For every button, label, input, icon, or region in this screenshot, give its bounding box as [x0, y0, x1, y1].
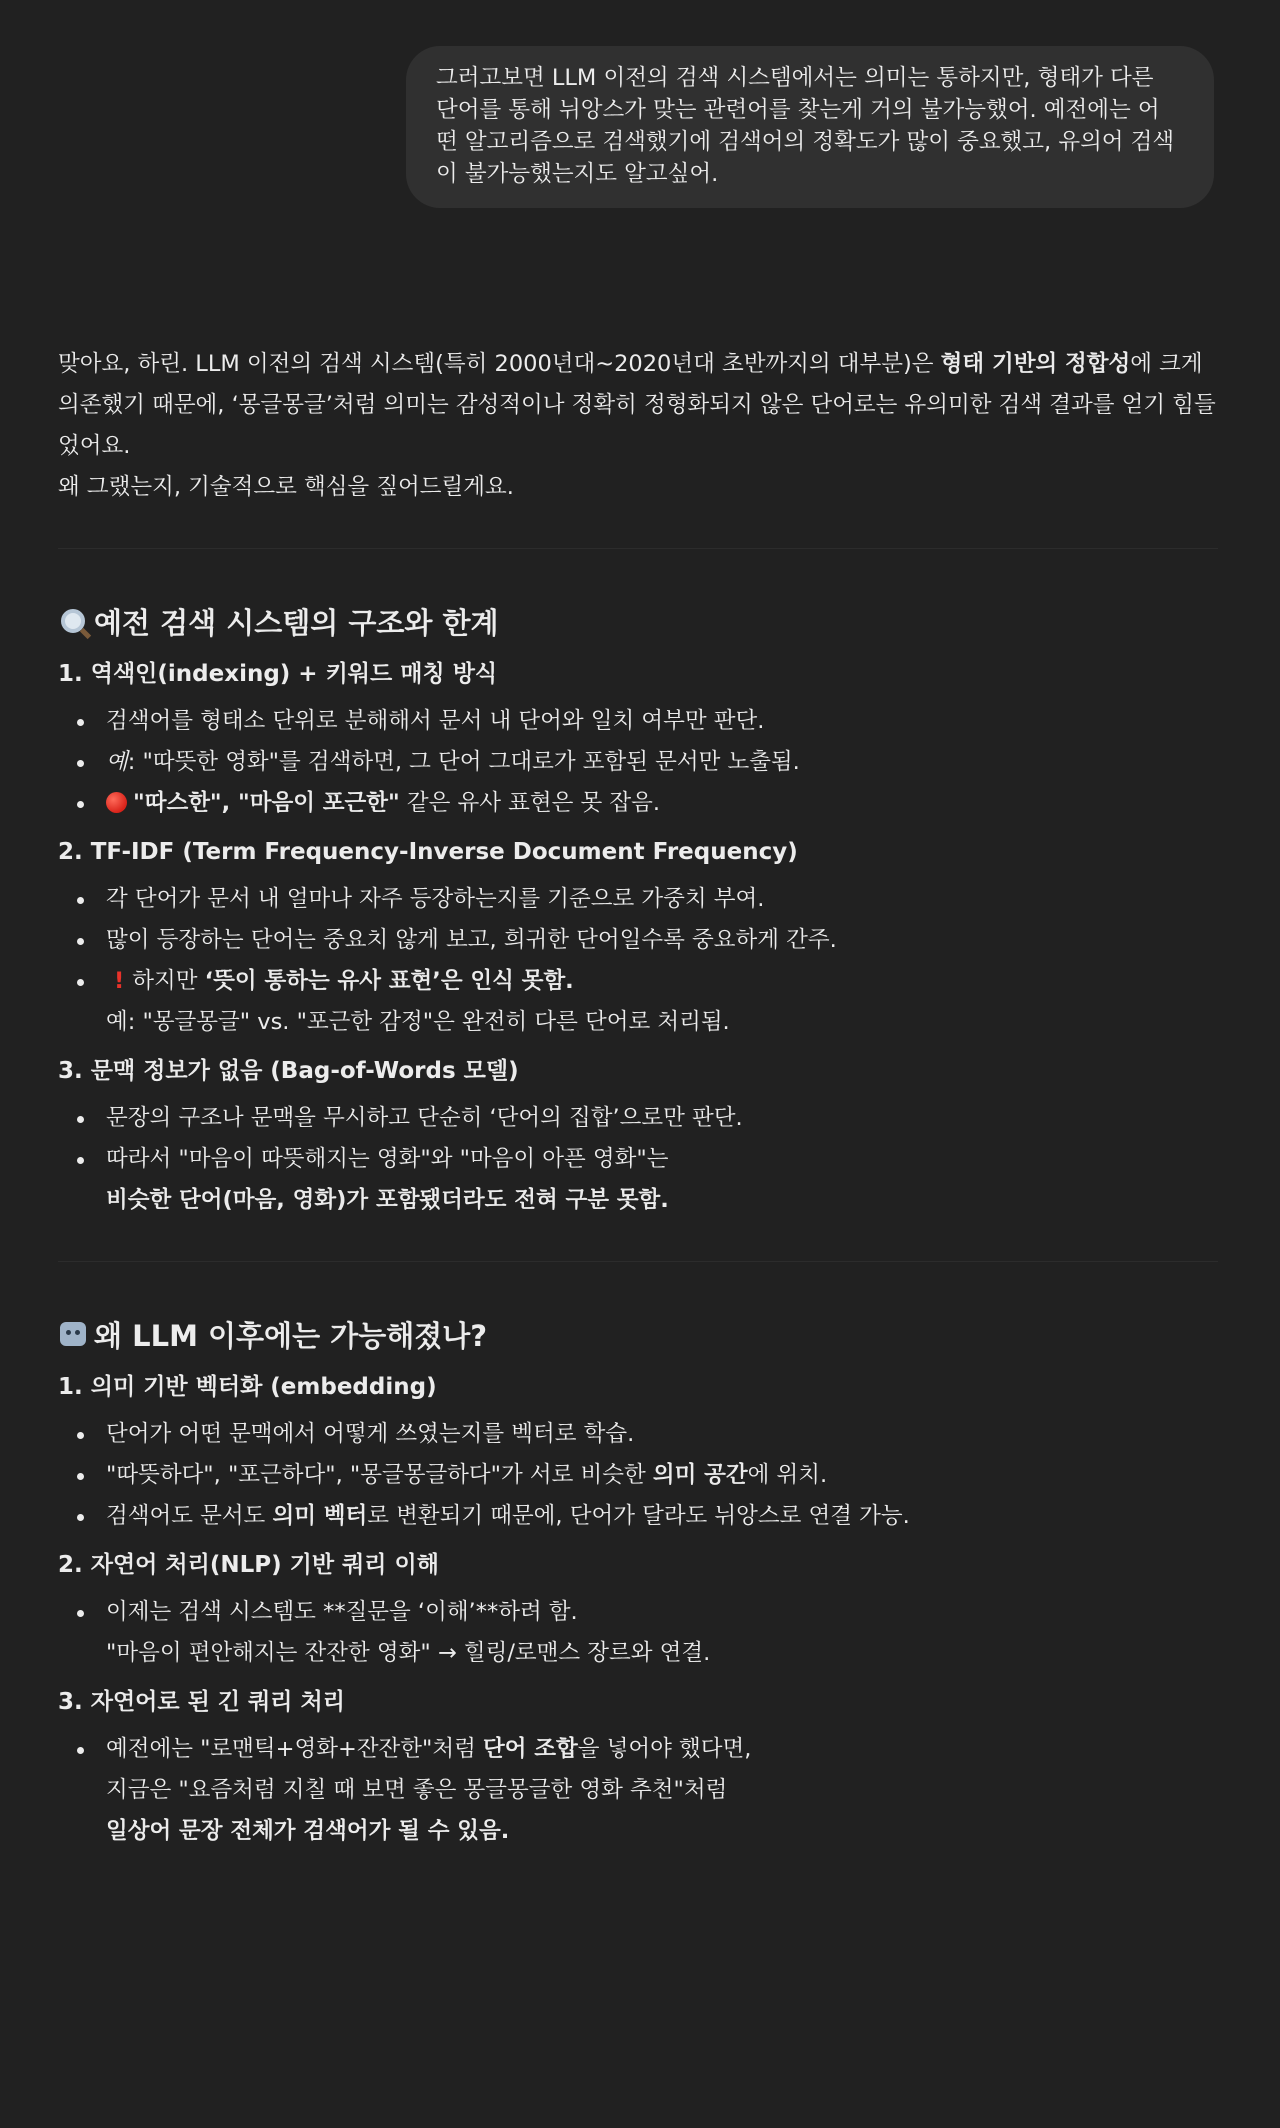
list-item — [58, 1139, 1218, 1221]
list-item-text: 각 단어가 문서 내 얼마나 자주 등장하는지를 기준으로 가중치 부여. — [106, 886, 765, 912]
intro-text-2: 에 크게 의존했기 때문에, ‘몽글몽글’처럼 의미는 감성적이나 정확히 정형화되지 않은 단어로는 유의미한 검색 결과를 얻기 힘들었어요. — [58, 351, 1216, 459]
magnifier-icon — [61, 609, 85, 633]
subheading-inverted-index: 1. 역색인(indexing) + 키워드 매칭 방식 — [58, 661, 498, 687]
list-item-text-line2: 예: "몽글몽글" vs. "포근한 감정"은 완전히 다른 단어로 처리됨. — [106, 1009, 730, 1035]
list-item — [58, 1455, 1218, 1496]
section-title: 예전 검색 시스템의 구조와 한계 — [94, 606, 499, 640]
list-item-text: 검색어를 형태소 단위로 분해해서 문서 내 단어와 일치 여부만 판단. — [106, 708, 765, 734]
bold-text: 의미 벡터 — [272, 1503, 368, 1529]
list-item-text: 이제는 검색 시스템도 **질문을 ‘이해’**하려 함. — [106, 1599, 578, 1625]
robot-icon — [60, 1322, 86, 1346]
intro-text-3: 왜 그랬는지, 기술적으로 핵심을 짚어드릴게요. — [58, 474, 514, 500]
list-item-text: 문장의 구조나 문맥을 무시하고 단순히 ‘단어의 집합’으로만 판단. — [106, 1105, 743, 1131]
assistant-response — [58, 344, 1218, 1852]
subheading-long-query: 3. 자연어로 된 긴 쿼리 처리 — [58, 1689, 345, 1715]
list-item — [58, 1098, 1218, 1139]
list-item — [58, 783, 1218, 824]
subheading-tf-idf: 2. TF-IDF (Term Frequency-Inverse Document Frequency) — [58, 839, 798, 865]
list-item — [58, 1729, 1218, 1852]
list-item — [58, 879, 1218, 920]
list-item — [58, 742, 1218, 783]
bold-text: 의미 공간 — [652, 1462, 748, 1488]
list-item — [58, 920, 1218, 961]
bold-text: ‘뜻이 통하는 유사 표현’은 인식 못함. — [204, 968, 574, 994]
bullet-list — [58, 1729, 1218, 1852]
section-divider — [58, 1261, 1218, 1262]
bullet-list — [58, 701, 1218, 824]
user-message-text: 그러고보면 LLM 이전의 검색 시스템에서는 의미는 통하지만, 형태가 다른 단어를 통해 뉘앙스가 맞는 관련어를 찾는게 거의 불가능했어. 예전에는 어떤 알고리즘으로 검색했기에 검색어의 정확도가 많이 중요했고, 유의어 검색이 불가능했는지도 알고싶어. — [436, 65, 1175, 187]
bullet-list — [58, 879, 1218, 1043]
subheading-nlp-query: 2. 자연어 처리(NLP) 기반 쿼리 이해 — [58, 1552, 439, 1578]
section-heading-after-llm — [58, 1316, 1218, 1356]
section-title: 왜 LLM 이후에는 가능해졌나? — [94, 1319, 488, 1353]
bold-text: 비슷한 단어(마음, 영화)가 포함됐더라도 전혀 구분 못함. — [106, 1187, 669, 1213]
section-divider — [58, 548, 1218, 549]
list-item-text: 검색어도 문서도 — [106, 1503, 273, 1529]
list-item-text: 에 위치. — [747, 1462, 828, 1488]
list-item — [58, 961, 1218, 1043]
list-item — [58, 701, 1218, 742]
bold-text: 일상어 문장 전체가 검색어가 될 수 있음. — [106, 1818, 510, 1844]
list-item-text: : "따뜻한 영화"를 검색하면, 그 단어 그대로가 포함된 문서만 노출됨. — [127, 749, 800, 775]
list-item-text: "따뜻하다", "포근하다", "몽글몽글하다"가 서로 비슷한 — [106, 1462, 653, 1488]
user-message-bubble — [406, 46, 1214, 208]
intro-paragraph — [58, 344, 1218, 508]
subheading-embedding: 1. 의미 기반 벡터화 (embedding) — [58, 1374, 437, 1400]
intro-bold: 형태 기반의 정합성 — [940, 351, 1131, 377]
list-item-text: 많이 등장하는 단어는 중요치 않게 보고, 희귀한 단어일수록 중요하게 간주. — [106, 927, 837, 953]
section-heading-legacy-search — [58, 603, 1218, 643]
list-item-text: 단어가 어떤 문맥에서 어떻게 쓰였는지를 벡터로 학습. — [106, 1421, 635, 1447]
list-item-text-line2: "마음이 편안해지는 잔잔한 영화" → 힐링/로맨스 장르와 연결. — [106, 1640, 711, 1666]
italic-text: 예 — [106, 749, 128, 775]
intro-text: 맞아요, 하린. LLM 이전의 검색 시스템(특히 2000년대~2020년대 초반까지의 대부분)은 — [58, 351, 941, 377]
bullet-list — [58, 1414, 1218, 1537]
list-item — [58, 1496, 1218, 1537]
bullet-list — [58, 1592, 1218, 1674]
bold-text: 단어 조합 — [483, 1736, 578, 1762]
list-item — [58, 1592, 1218, 1674]
bold-text: "따스한", "마음이 포근한" — [133, 790, 400, 816]
list-item-text: 하지만 — [132, 968, 205, 994]
list-item-text: 예전에는 "로맨틱+영화+잔잔한"처럼 — [106, 1736, 483, 1762]
bullet-list — [58, 1098, 1218, 1221]
list-item-text: 따라서 "마음이 따뜻해지는 영화"와 "마음이 아픈 영화"는 — [106, 1146, 669, 1172]
red-circle-icon — [106, 792, 127, 813]
list-item-text: 을 넣어야 했다면, — [577, 1736, 752, 1762]
subheading-bag-of-words: 3. 문맥 정보가 없음 (Bag-of-Words 모델) — [58, 1058, 519, 1084]
list-item-text: 같은 유사 표현은 못 잡음. — [399, 790, 660, 816]
list-item-text: 로 변환되기 때문에, 단어가 달라도 뉘앙스로 연결 가능. — [367, 1503, 910, 1529]
list-item — [58, 1414, 1218, 1455]
exclamation-icon: ! — [114, 968, 125, 994]
list-item-text-line2: 지금은 "요즘처럼 지칠 때 보면 좋은 몽글몽글한 영화 추천"처럼 — [106, 1777, 728, 1803]
